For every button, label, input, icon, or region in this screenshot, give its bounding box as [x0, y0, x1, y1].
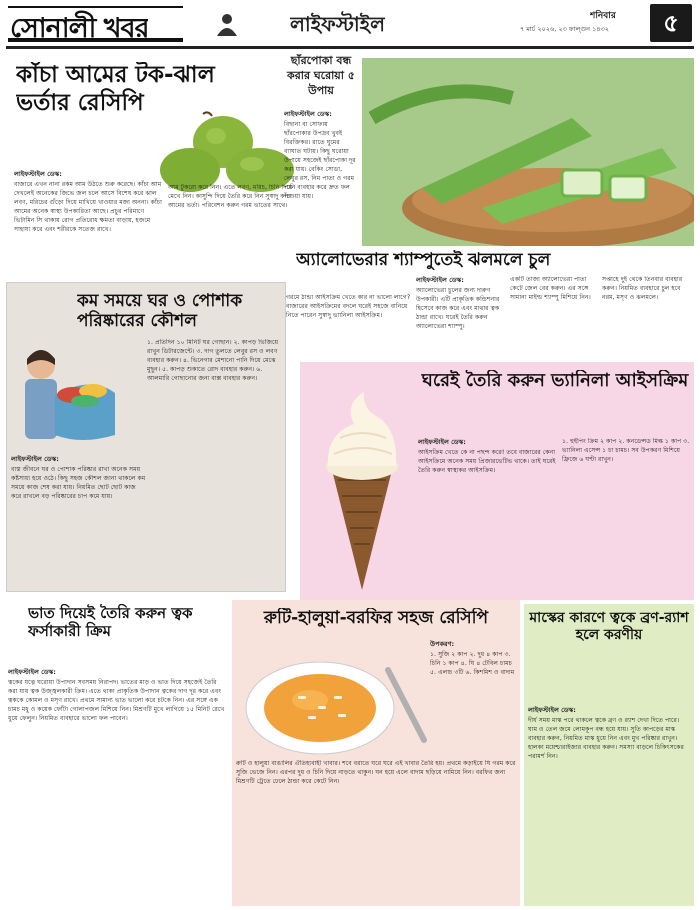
cleaning-body	[11, 455, 147, 587]
day-name: শনিবার	[590, 11, 616, 21]
aloe-col1-text: অ্যালোভেরা চুলের জন্য দারুণ উপকারী। এটি প্রাকৃতিক কন্ডিশনার হিসেবে কাজ করে এবং মাথার ত্বক ঠান্ডা রাখে। ঘরেই তৈরি করুন অ্যালোভেরা শ্যাম্পু।	[416, 287, 500, 331]
icecream-column-2: ১. হুইপিং ক্রিম ২ কাপ ২. কনডেন্সড মিল্ক ১ কাপ ৩. ভ্যানিলা এসেন্স ১ চা চামচ। সব উপকরণ মিশিয়ে ফ্রিজে ৬ ঘণ্টা রাখুন।	[562, 438, 690, 463]
icecream-column-1	[418, 438, 558, 598]
mask-title: মাস্কের কারণে ত্বকে ব্রণ-র‍্যাশ হলে করণীয়	[529, 610, 689, 643]
rice-cream-article	[6, 596, 230, 906]
pest-title: ছাঁরপোকা বন্ধ করার ঘরোয়া ৫ উপায়	[287, 54, 355, 97]
icecream-title: ঘরেই তৈরি করুন ভ্যানিলা আইসক্রিম	[421, 370, 689, 391]
cleaning-byline: লাইফস্টাইল ডেস্ক:	[11, 455, 59, 463]
header-rule	[6, 46, 694, 49]
mango-image	[148, 108, 298, 194]
mango-column-2: আম টুকরো করে নিন। এতে লবণ, মরিচ, চিনি দিয়ে মেখে নিন। কাসুন্দি দিয়ে তৈরি করে নিন সুস্বাদু কাঁচা আমের ভর্তা। পরিবেশন করুন গরম ভাতের সাথে।	[168, 184, 293, 209]
pest-byline: লাইফস্টাইল ডেস্ক:	[284, 110, 332, 118]
aloe-byline: লাইফস্টাইল ডেস্ক:	[416, 276, 464, 284]
icecream-article	[300, 362, 694, 600]
cleaning-body-text: ব্যস্ত জীবনে ঘর ও পোশাক পরিষ্কার রাখা অনেক সময় কষ্টসাধ্য হয়ে ওঠে। কিছু সহজ কৌশল জানা থাকলে কম সময়ে কাজ শেষ করা যায়। নিয়মিত ছোট ছোট কাজ করে রাখলে বড় পরিষ্কারের চাপ কমে যায়।	[11, 466, 146, 501]
rice-cream-body-text: ত্বকের যত্নে ঘরোয়া উপাদান সবসময় নিরাপদ। ভাতের মাড় ও ভাত দিয়ে সহজেই তৈরি করা যায় ত্বক উজ্জ্বলকারী ক্রিম। এতে থাকা প্রাকৃতিক উপাদান ত্বকের দাগ দূর করে এবং ত্বককে কোমল ও মসৃণ রাখে। প্রথমে সামান্য ভাত ভালো করে চটকে নিন। এর সঙ্গে এক চামচ মধু ও কয়েক ফোঁটা গোলাপজল মিশিয়ে নিন। মিশ্রণটি মুখে লাগিয়ে ১৫ মিনিট রেখে ধুয়ে ফেলুন। নিয়মিত ব্যবহারে ভালো ফল পাবেন।	[8, 679, 225, 723]
cleaning-column-2: ১. প্রতিদিন ১০ মিনিট ঘর গোছান। ২. কাপড় ভিজিয়ে রাখুন ডিটারজেন্টে। ৩. দাগ তুলতে লেবুর রস ও লবণ ব্যবহার করুন। ৪. ভিনেগার মেশানো পানি দিয়ে মেঝে মুছুন। ৫. কাপড় শুকাতে রোদ ব্যবহার করুন। ৬. আলমারি গোছানোর জন্য বাক্স ব্যবহার করুন।	[147, 339, 279, 382]
mango-body	[14, 170, 164, 280]
mango-byline: লাইফস্টাইল ডেস্ক:	[14, 170, 62, 178]
cleaning-article	[6, 282, 286, 592]
rice-cream-byline: লাইফস্টাইল ডেস্ক:	[8, 668, 56, 676]
mask-article	[524, 604, 694, 906]
cleaning-title: কম সময়ে ঘর ও পোশাক পরিষ্কারের কৌশল	[77, 291, 243, 332]
page-header	[0, 0, 700, 52]
page-number: ৫	[650, 4, 692, 42]
icecream-col1-text: আইসক্রিম খেতে কে না পছন্দ করে! তবে বাজারের কেনা আইসক্রিমে অনেক সময় প্রিজারভেটিভ থাকে। তাই ঘরেই তৈরি করুন স্বাস্থ্যকর আইসক্রিম।	[418, 449, 556, 475]
roti-body: রুটি ও হালুয়া বাঙালির ঐতিহ্যবাহী খাবার। শবে বরাতে ঘরে ঘরে এই খাবার তৈরি হয়। প্রথমে কড়াইয়ে ঘি গরম করে সুজি ভেজে নিন। এরপর দুধ ও চিনি দিয়ে নাড়তে থাকুন। ঘন হয়ে এলে বাদাম ছড়িয়ে নামিয়ে নিন। বরফির জন্য মিশ্রণটি ট্রেতে ঢেলে ঠান্ডা করে কেটে নিন।	[236, 760, 516, 785]
halua-image	[238, 650, 428, 758]
aloe-title: অ্যালোভেরার শ্যাম্পুতেই ঝলমলে চুল	[296, 250, 551, 270]
roti-ingredients-text: ১. সুজি ২ কাপ ২. দুধ ৪ কাপ ৩. চিনি ১ কাপ ৪. ঘি ৪ টেবিল চামচ ৫. এলাচ ৩টি ৬. কিশমিশ ও বাদাম	[430, 651, 515, 677]
aloe-column-1	[416, 276, 506, 362]
aloe-image	[362, 58, 694, 246]
pest-body-text: বিছানা বা সোফায় ছাঁরপোকার উপদ্রব খুবই বিরক্তিকর। রাতে ঘুমের ব্যাঘাত ঘটায়। কিছু ঘরোয়া উপায়ে সহজেই ছাঁরপোকা দূর করা যায়। বেকিং সোডা, লেবুর রস, নিম পাতা ও গরম পানি ব্যবহার করে দ্রুত ফল পাওয়া যায়।	[284, 121, 356, 201]
masthead: সোনালী খবর	[10, 13, 149, 44]
roti-ingredients-label: উপকরণ:	[430, 640, 455, 648]
icecream-cone-image	[314, 384, 410, 594]
person-icon	[215, 12, 239, 36]
mask-body-text: দীর্ঘ সময় মাস্ক পরে থাকলে ত্বকে ব্রণ ও র‍্যাশ দেখা দিতে পারে। ঘাম ও তেল জমে লোমকূপ বন্ধ হয়ে যায়। সুতি কাপড়ের মাস্ক ব্যবহার করুন, নিয়মিত মাস্ক ধুয়ে নিন এবং মুখ পরিষ্কার রাখুন। হালকা ময়েশ্চারাইজার ব্যবহার করুন। সমস্যা বাড়লে চিকিৎসকের পরামর্শ নিন।	[528, 717, 684, 761]
section-title: লাইফস্টাইল	[290, 12, 385, 36]
mango-title: কাঁচা আমের টক-ঝাল ভর্তার রেসিপি	[16, 62, 215, 116]
cleaning-image	[11, 335, 121, 455]
icecream-side-text: গরমে ঠান্ডা আইসক্রিম খেতে কার না ভালো লাগে? বাজারের আইসক্রিমের বদলে ঘরেই সহজে বানিয়ে নিতে পারেন সুস্বাদু ভ্যানিলা আইসক্রিম।	[286, 294, 411, 319]
rice-cream-body	[8, 668, 228, 904]
aloe-column-2: একটি তাজা অ্যালোভেরা পাতা কেটে জেল বের করুন। এর সঙ্গে সামান্য মাইল্ড শ্যাম্পু মিশিয়ে নিন।	[510, 276, 591, 301]
mask-byline: লাইফস্টাইল ডেস্ক:	[528, 706, 576, 714]
rice-cream-title: ভাত দিয়েই তৈরি করুন ত্বক ফর্সাকারী ক্রিম	[28, 604, 193, 640]
icecream-byline: লাইফস্টাইল ডেস্ক:	[418, 438, 466, 446]
date-line: ৭ মার্চ ২০২৬, ২৩ ফাল্গুন ১৪৩২	[520, 25, 609, 33]
mask-body	[528, 706, 690, 902]
mango-article	[8, 54, 302, 280]
roti-halua-article	[232, 600, 520, 906]
mango-body-text: বাজারে এখন নানা রকম আম উঠতে শুরু করেছে। কাঁচা আম দেখলেই অনেকের জিভে জল চলে আসে বিশেষ করে ঝাল লবণ, মরিচের গুঁড়ো দিয়ে মাখিয়ে খাওয়ার মজা অনন্য। কাঁচা আমের অনেক স্বাস্থ্য উপকারিতা আছে। প্রচুর পরিমাণে ভিটামিন সি থাকায় রোগ প্রতিরোধ ক্ষমতা বাড়ায়, হজমে সাহায্য করে এবং শরীরকে সতেজ রাখে।	[14, 181, 162, 234]
roti-halua-title: রুটি-হালুয়া-বরফির সহজ রেসিপি	[263, 608, 489, 628]
aloe-column-3: সপ্তাহে দুই থেকে তিনবার ব্যবহার করুন। নিয়মিত ব্যবহারে চুল হবে নরম, মসৃণ ও ঝলমলে।	[602, 276, 683, 301]
